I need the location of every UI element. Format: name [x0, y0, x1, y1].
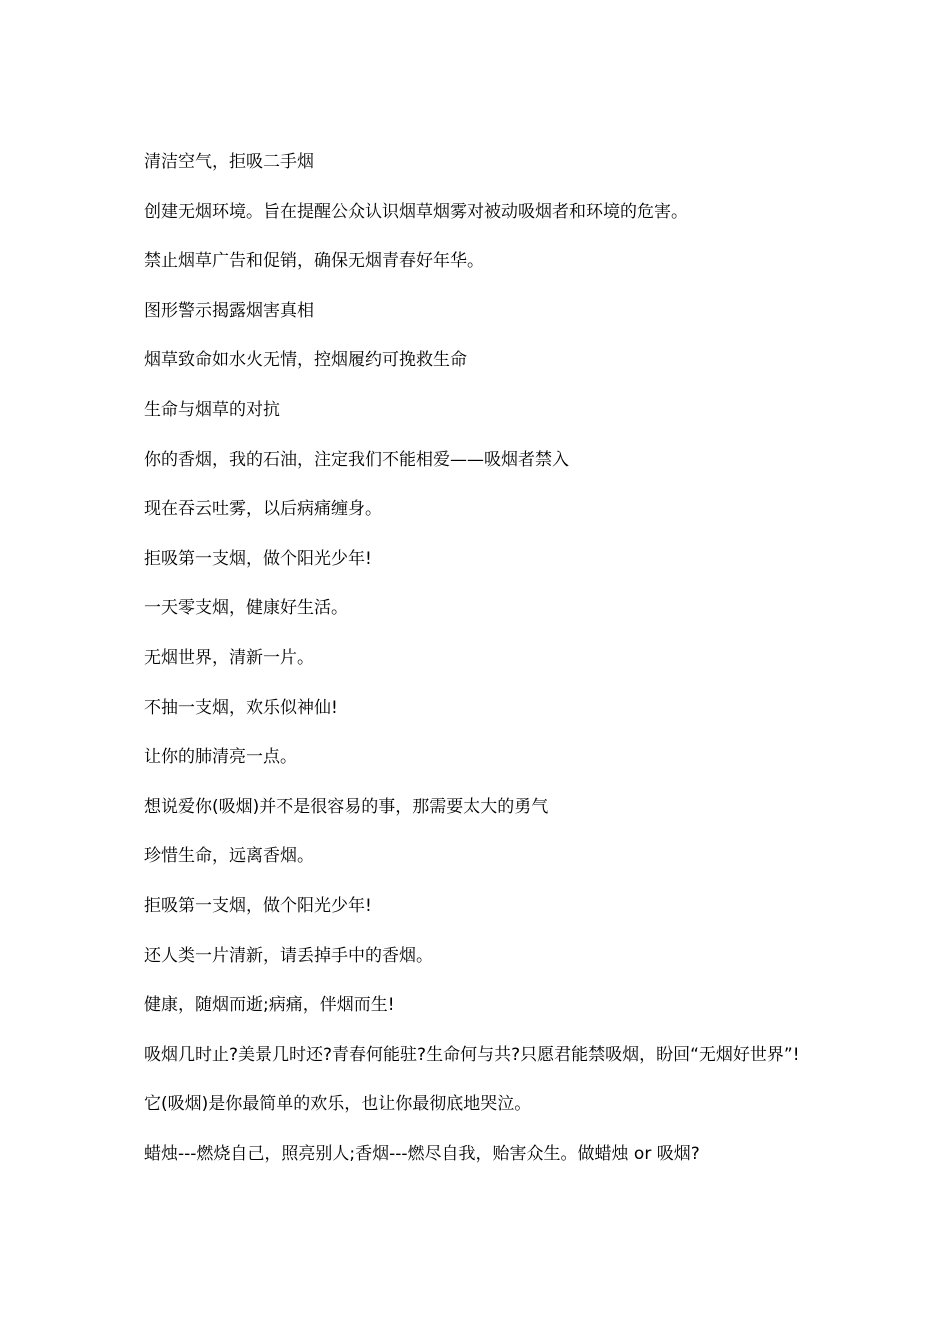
slogan-line: 想说爱你(吸烟)并不是很容易的事，那需要太大的勇气	[144, 796, 549, 817]
slogan-line: 健康，随烟而逝;病痛，伴烟而生!	[144, 995, 395, 1016]
slogan-line: 清洁空气，拒吸二手烟	[144, 152, 314, 172]
slogan-line: 还人类一片清新，请丢掉手中的香烟。	[144, 945, 433, 966]
slogan-line: 不抽一支烟，欢乐似神仙!	[144, 697, 338, 718]
slogan-line: 拒吸第一支烟，做个阳光少年!	[144, 895, 372, 916]
slogan-line: 现在吞云吐雾，以后病痛缠身。	[144, 499, 382, 520]
slogan-line: 珍惜生命，远离香烟。	[144, 846, 314, 867]
document-body	[144, 150, 804, 1191]
slogan-line: 创建无烟环境。旨在提醒公众认识烟草烟雾对被动吸烟者和环境的危害。	[144, 201, 688, 222]
slogan-line: 烟草致命如水火无情，控烟履约可挽救生命	[144, 350, 467, 371]
slogan-line: 一天零支烟，健康好生活。	[144, 598, 348, 619]
slogan-line: 无烟世界，清新一片。	[144, 647, 314, 668]
slogan-line: 它(吸烟)是你最简单的欢乐，也让你最彻底地哭泣。	[144, 1094, 532, 1115]
slogan-line: 让你的肺清亮一点。	[144, 747, 297, 768]
slogan-line: 你的香烟，我的石油，注定我们不能相爱——吸烟者禁入	[144, 449, 569, 470]
slogan-line: 禁止烟草广告和促销，确保无烟青春好年华。	[144, 251, 484, 272]
slogan-line: 蜡烛---燃烧自己，照亮别人;香烟---燃尽自我，贻害众生。做蜡烛 or 吸烟?	[144, 1143, 700, 1164]
slogan-line: 吸烟几时止?美景几时还?青春何能驻?生命何与共?只愿君能禁吸烟，盼回“无烟好世界”!	[144, 1044, 800, 1065]
slogan-line: 图形警示揭露烟害真相	[144, 300, 314, 321]
slogan-line: 拒吸第一支烟，做个阳光少年!	[144, 548, 372, 569]
slogan-line: 生命与烟草的对抗	[144, 399, 280, 420]
